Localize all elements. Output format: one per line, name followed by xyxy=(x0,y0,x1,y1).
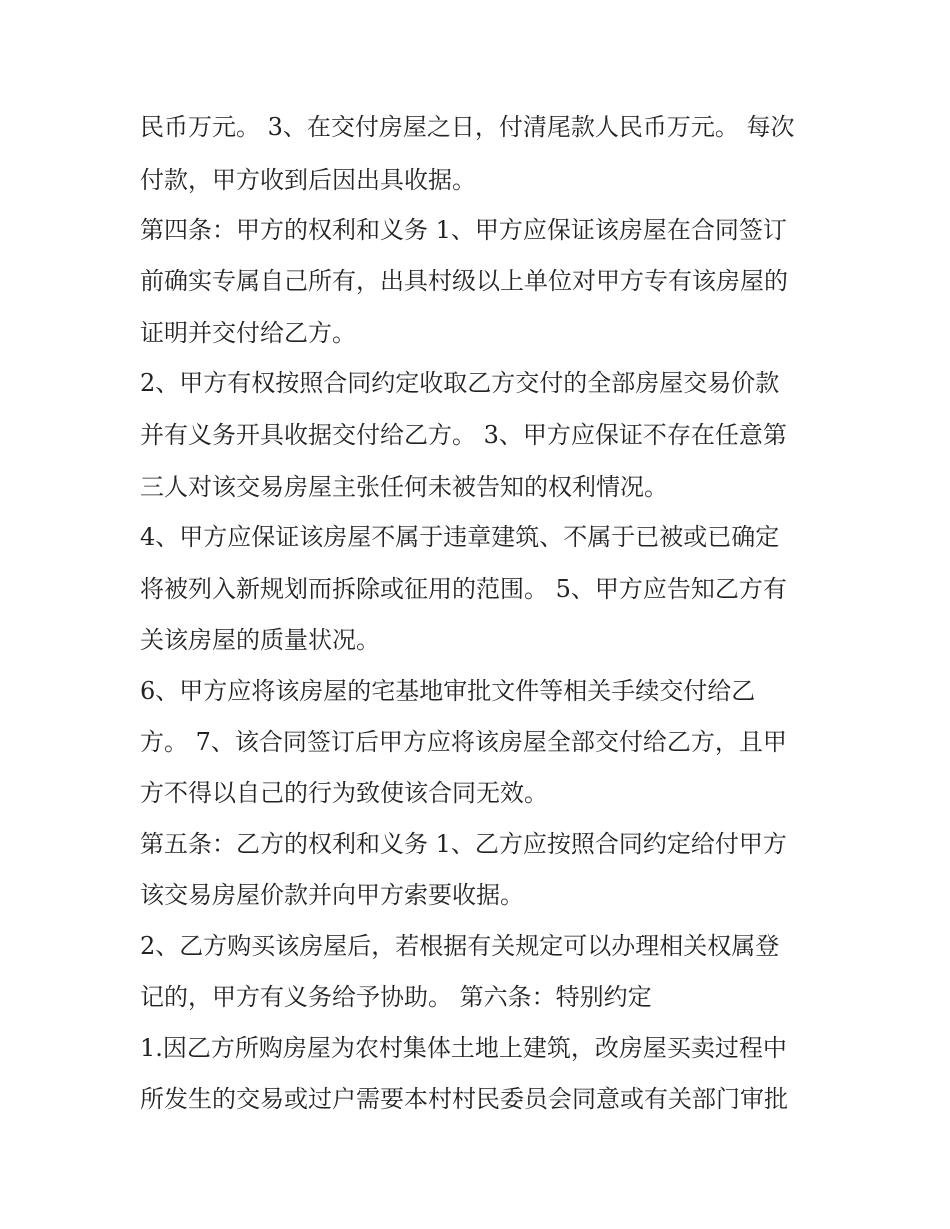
text-line: 该交易房屋价款并向甲方索要收据。 xyxy=(140,881,524,909)
text-line: 第四条：甲方的权利和义务 1、甲方应保证该房屋在合同签订 xyxy=(140,216,787,244)
text-line: 付款，甲方收到后因出具收据。 xyxy=(140,166,476,194)
text-line: 将被列入新规划而拆除或征用的范围。 5、甲方应告知乙方有 xyxy=(140,575,787,603)
text-line: 2、甲方有权按照合同约定收取乙方交付的全部房屋交易价款 xyxy=(140,369,780,397)
text-line: 关该房屋的质量状况。 xyxy=(140,626,380,654)
text-line: 民币万元。 3、在交付房屋之日，付清尾款人民币万元。 每次 xyxy=(140,113,795,141)
text-line: 方。 7、该合同签订后甲方应将该房屋全部交付给乙方，且甲 xyxy=(140,728,787,756)
text-line: 第五条：乙方的权利和义务 1、乙方应按照合同约定给付甲方 xyxy=(140,830,787,858)
text-line: 记的，甲方有义务给予协助。 第六条：特别约定 xyxy=(140,983,652,1011)
text-line: 4、甲方应保证该房屋不属于违章建筑、不属于已被或已确定 xyxy=(140,523,780,551)
text-line: 所发生的交易或过户需要本村村民委员会同意或有关部门审批 xyxy=(140,1085,788,1113)
text-line: 方不得以自己的行为致使该合同无效。 xyxy=(140,779,548,807)
text-line: 1.因乙方所购房屋为农村集体土地上建筑，改房屋买卖过程中 xyxy=(140,1034,787,1062)
text-line: 2、乙方购买该房屋后，若根据有关规定可以办理相关权属登 xyxy=(140,932,780,960)
text-line: 并有义务开具收据交付给乙方。 3、甲方应保证不存在任意第 xyxy=(140,421,787,449)
text-line: 6、甲方应将该房屋的宅基地审批文件等相关手续交付给乙 xyxy=(140,677,756,705)
text-line: 三人对该交易房屋主张任何未被告知的权利情况。 xyxy=(140,473,668,501)
text-line: 证明并交付给乙方。 xyxy=(140,319,356,347)
text-line: 前确实专属自己所有，出具村级以上单位对甲方专有该房屋的 xyxy=(140,267,788,295)
